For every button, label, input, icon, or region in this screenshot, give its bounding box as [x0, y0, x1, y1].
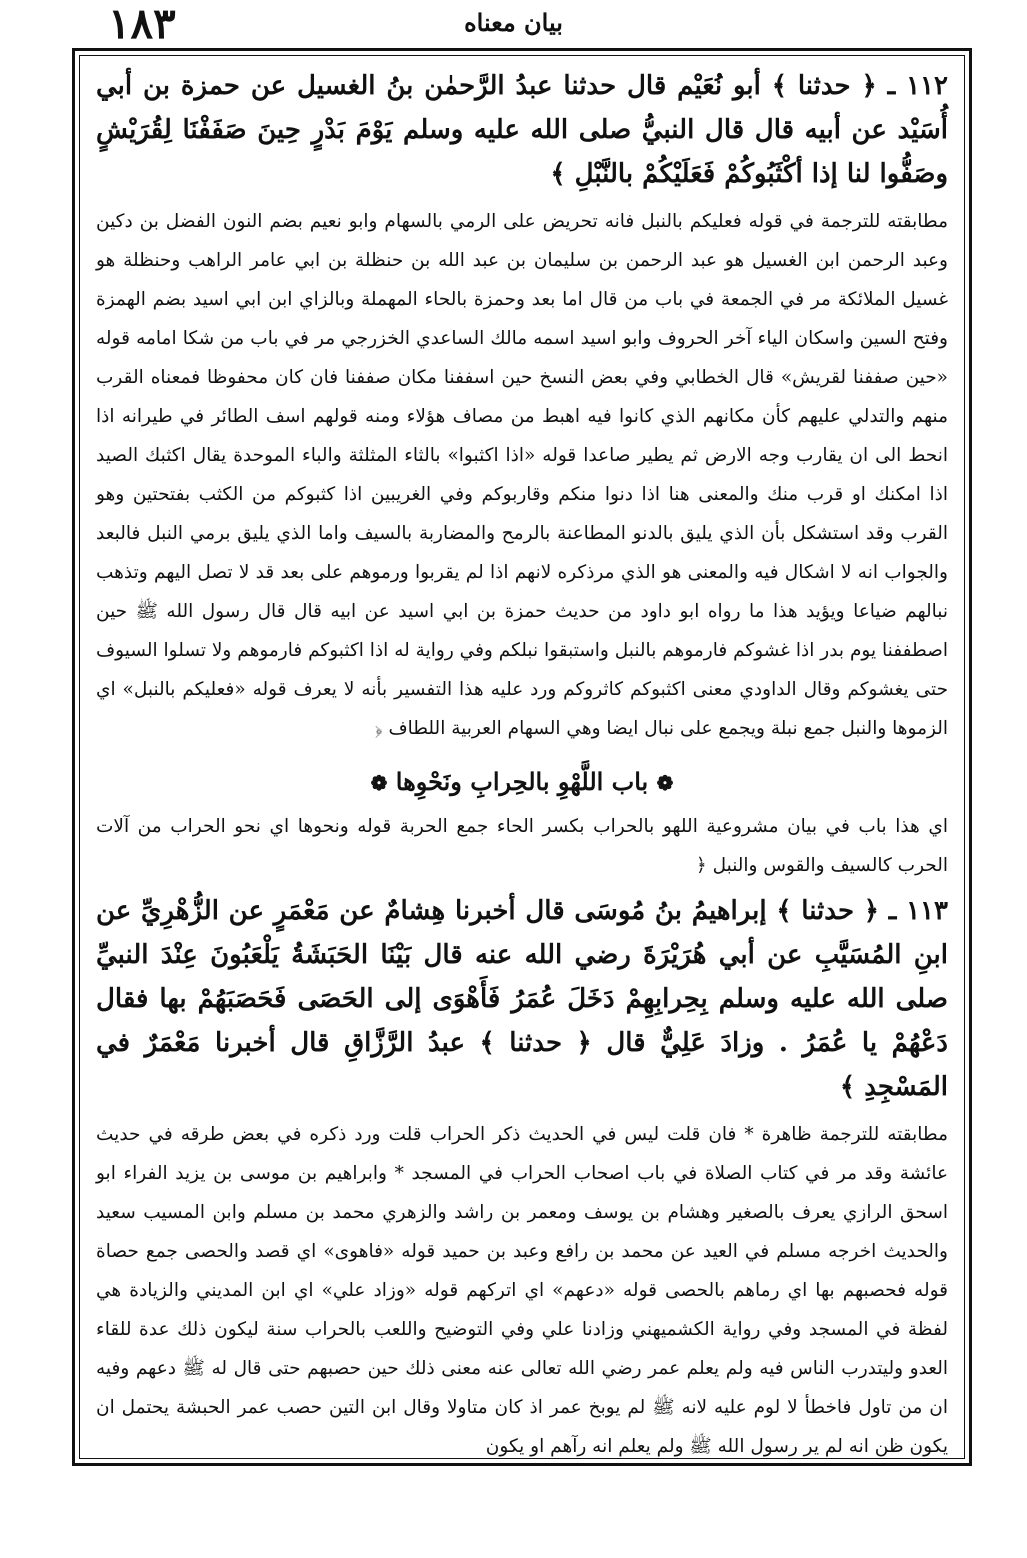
hadith-112-number: ١١٢ ـ — [887, 71, 948, 101]
chapter-explanation: اي هذا باب في بيان مشروعية اللهو بالحراب بكسر الحاء جمع الحربة قوله ونحوها اي نحو الحراب من آلات الحرب كالسيف والقوس والنبل ﴿ — [96, 816, 948, 876]
hadith-113-number: ١١٣ ـ — [888, 896, 948, 926]
page-number: ١٨٣ — [108, 0, 176, 48]
hadith-112-text: ﴿ حدثنا ﴾ أبو نُعَيْم قال حدثنا عبدُ الرَّحمٰن بنُ الغسيل عن حمزة بن أبي أُسَيْد عن أبيه قال قال النبيُّ صلى الله عليه وسلم يَوْمَ بَدْرٍ حِينَ صَفَفْنَا لِقُرَيْشٍ وصَفُّوا لنا إذا أكْثَبُوكُمْ فَعَلَيْكُمْ بالنَّبْلِ ﴾ — [96, 71, 948, 189]
chapter-title-text: باب اللَّهْوِ بالحِرابِ ونَحْوِها — [395, 767, 649, 796]
hadith-113-text: ﴿ حدثنا ﴾ إبراهيمُ بنُ مُوسَى قال أخبرنا هِشامٌ عن مَعْمَرٍ عن الزُّهْرِيِّ عن ابنِ المُسَيَّبِ عن أبي هُرَيْرَةَ رضي الله عنه قال بَيْنَا الحَبَشَةُ يَلْعَبُونَ عِنْدَ النبيِّ صلى الله عليه وسلم بِحِرابِهِمْ دَخَلَ عُمَرُ فَأَهْوَى إلى الحَصَى فَحَصَبَهُمْ بها فقال دَعْهُمْ يا عُمَرُ . وزادَ عَلِيٌّ قال ﴿ حدثنا ﴾ عبدُ الرَّزَّاقِ قال أخبرنا مَعْمَرٌ في المَسْجِدِ ﴾ — [96, 896, 948, 1102]
page-content — [96, 64, 948, 1466]
chapter-title — [96, 758, 948, 807]
hadith-112 — [96, 64, 948, 196]
commentary-113: مطابقته للترجمة ظاهرة * فان قلت ليس في الحديث ذكر الحراب قلت ورد ذكره في بعض طرقه في حديث عائشة وقد مر في كتاب الصلاة في باب اصحاب الحراب في المسجد * وابراهيم بن موسى بن يزيد الفراء ابو اسحق الرازي يعرف بالصغير وهشام بن يوسف ومعمر بن راشد والزهري محمد بن مسلم وابن المسيب سعيد والحديث اخرجه مسلم في العيد عن محمد بن رافع وعبد بن حميد قوله «فاهوى» اي قصد والحصى جمع حصاة قوله فحصبهم بها اي رماهم بالحصى قوله «دعهم» اي اتركهم قوله «وزاد علي» اي ابن المديني والزيادة هي لفظة في المسجد وفي رواية الكشميهني وزادنا علي وفي التوضيح واللعب بالحراب سنة ليكون ذلك عدة للقاء العدو وليتدرب الناس فيه ولم يعلم عمر رضي الله تعالى عنه معنى ذلك حين حصبهم حتى قال له ﷺ دعهم وفيه ان من تاول فاخطأ لا لوم عليه لانه ﷺ لم يوبخ عمر اذ كان متاولا وقال ابن التين حصب عمر الحبشة يحتمل ان يكون ظن انه لم ير رسول الله ﷺ ولم يعلم انه رآهم او يكون — [96, 1124, 948, 1457]
ornament-right-icon: ❁ — [656, 771, 674, 795]
ornament-left-icon: ❁ — [370, 771, 388, 795]
commentary-112: مطابقته للترجمة في قوله فعليكم بالنبل فانه تحريض على الرمي بالسهام وابو نعيم بضم النون الفضل بن دكين وعبد الرحمن ابن الغسيل هو عبد الرحمن بن سليمان بن عبد الله بن حنظلة بن ابي عامر الراهب وحنظلة هو غسيل الملائكة مر في الجمعة في باب من قال اما بعد وحمزة بالحاء المهملة وبالزاي ابن ابي اسيد بضم الهمزة وفتح السين واسكان الياء آخر الحروف وابو اسيد اسمه مالك الساعدي الخزرجي مر في باب من شكا امامه قوله «حين صففنا لقريش» قال الخطابي وفي بعض النسخ حين اسففنا مكان صففنا فان كان محفوظا فمعناه القرب منهم والتدلي عليهم كأن مكانهم الذي كانوا فيه اهبط من مصاف هؤلاء ومنه قولهم اسف الطائر في طيرانه اذا انحط الى ان يقارب وجه الارض ثم يطير صاعدا قوله «اذا اكثبوا» بالثاء المثلثة والباء الموحدة يقال اكثبك الصيد اذا امكنك او قرب منك والمعنى هنا اذا دنوا منكم وقاربوكم وفي الغريبين اذا كثبوكم من الكثب بفتحتين وهو القرب وقد استشكل بأن الذي يليق بالدنو المطاعنة بالرمح والمضاربة بالسيف واما الذي يليق برمي النبل فالبعد والجواب انه لا اشكال فيه والمعنى هو الذي مرذكره لانهم اذا لم يقربوا ورموهم على بعد قد لا تصل اليهم وتذهب نبالهم ضياعا ويؤيد هذا ما رواه ابو داود من حديث حمزة بن ابي اسيد عن ابيه قال قال رسول الله ﷺ حين اصطففنا يوم بدر اذا غشوكم فارموهم بالنبل واستبقوا نبلكم وفي رواية له اذا اكثبوكم فارموهم ولا تسلوا السيوف حتى يغشوكم وقال الداودي معنى اكثبوكم كاثروكم ورد عليه هذا التفسير بأنه لا يعرف قوله «فعليكم بالنبل» اي الزموها والنبل جمع نبلة ويجمع على نبال ايضا وهي السهام العربية اللطاف ﴿ — [96, 211, 948, 739]
hadith-113 — [96, 889, 948, 1109]
running-title: بيان معناه — [464, 8, 563, 37]
